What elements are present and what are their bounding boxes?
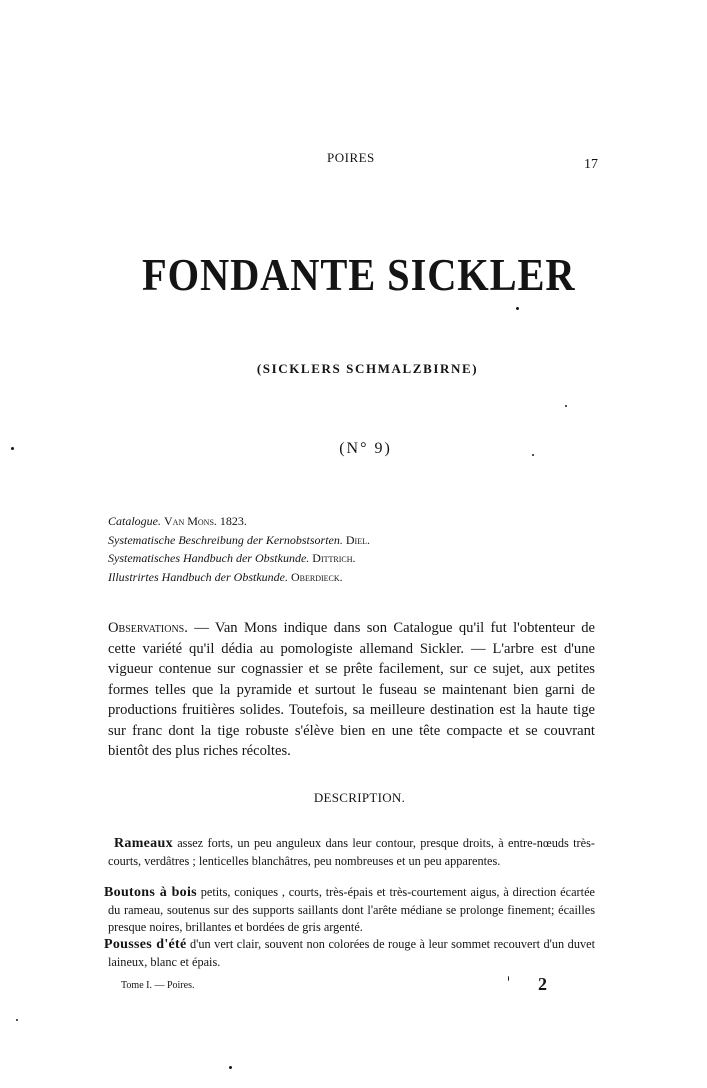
description-text: assez forts, un peu anguleux dans leur contour, presque droits, à entre-nœuds très-courts, verdâtres ; lenticelles blanchâtres, peu nombreuses et un peu apparentes. — [108, 836, 595, 868]
description-text: petits, coniques , courts, très-épais et très-courtement aigus, à direction écartée du rameau, soutenus sur des supports saillants dont l'arête médiane se prolonge finement; écailles presque noires, brillantes et bordées de gris argenté. — [108, 885, 595, 934]
observations-label: Observations. — [108, 620, 188, 636]
description-term: Pousses d'été — [104, 937, 187, 952]
page-number: 17 — [584, 157, 598, 172]
reference-line — [108, 568, 528, 587]
scan-speck — [532, 454, 534, 456]
scan-speck — [11, 447, 14, 450]
subtitle: (SICKLERS SCHMALZBIRNE) — [256, 361, 479, 376]
reference-title: Illustrirtes Handbuch der Obstkunde. — [108, 569, 288, 584]
scan-speck — [229, 1066, 232, 1069]
observations-text: — Van Mons indique dans son Catalogue qu'il fut l'obtenteur de cette variété qu'il dédia au pomologiste allemand Sickler. — L'arbre est d'une vigueur contenue sur cognassier et se prête facilement, sur ce sujet, aux petites formes telles que la pyramide et surtout le fuseau se maintenant bien garni de productions fruitières solides. Toutefois, sa meilleure destination est la haute tige sur franc dont la tige robuste s'élève bien en une tête compacte et se couvrant bientôt des plus riches récoltes. — [108, 620, 595, 759]
reference-title: Systematische Beschreibung der Kernobstsorten. — [108, 532, 343, 547]
reference-title: Catalogue. — [108, 514, 161, 528]
description-paragraph — [108, 835, 595, 870]
references-list — [108, 512, 528, 586]
reference-line — [108, 549, 528, 568]
observations-paragraph — [108, 618, 595, 762]
reference-extra: 1823. — [216, 514, 247, 528]
description-term: Boutons à bois — [104, 885, 197, 900]
main-title: FONDANTE SICKLER — [141, 249, 576, 300]
scan-speck — [508, 976, 509, 981]
reference-line — [108, 512, 528, 531]
variety-number: (N° 9) — [339, 440, 392, 457]
footer-signature: Tome I. — Poires. — [121, 980, 195, 991]
description-paragraph — [104, 884, 595, 937]
reference-author: Diel. — [345, 532, 370, 547]
scan-speck — [16, 1019, 18, 1021]
reference-author: Oberdieck. — [290, 569, 343, 584]
description-paragraph — [104, 936, 596, 971]
reference-author: Van Mons. — [164, 514, 217, 528]
signature-mark: 2 — [538, 974, 547, 994]
description-term: Rameaux — [114, 836, 173, 851]
running-head: POIRES — [327, 150, 375, 165]
reference-line — [108, 531, 528, 550]
description-heading: DESCRIPTION. — [313, 790, 406, 805]
scan-speck — [516, 307, 519, 310]
reference-title: Systematisches Handbuch der Obstkunde. — [108, 551, 310, 565]
description-text: d'un vert clair, souvent non colorées de rouge à leur sommet recouvert d'un duvet laineux, blanc et épais. — [108, 937, 596, 969]
scan-speck — [565, 405, 567, 407]
reference-author: Dittrich. — [312, 551, 356, 565]
